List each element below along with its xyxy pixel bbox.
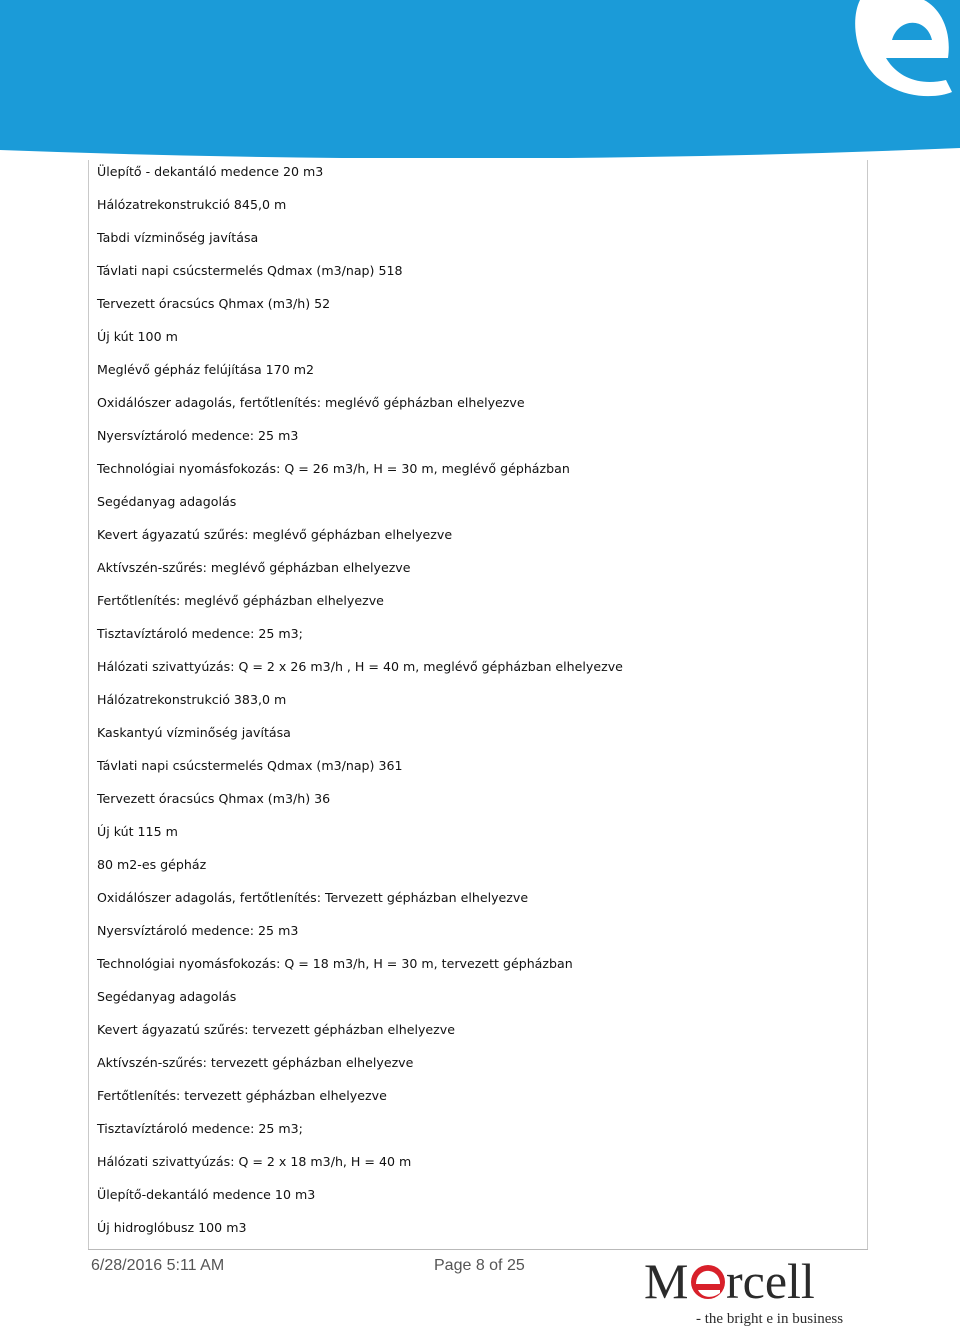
list-item: Nyersvíztároló medence: 25 m3 <box>97 923 299 938</box>
list-item: Új kút 100 m <box>97 329 178 344</box>
list-item: Kevert ágyazatú szűrés: meglévő gépházban elhelyezve <box>97 527 453 542</box>
list-item: Nyersvíztároló medence: 25 m3 <box>97 428 299 443</box>
footer-divider <box>88 1249 868 1250</box>
list-item: Segédanyag adagolás <box>97 989 237 1004</box>
mercell-e-icon <box>820 0 960 110</box>
list-item: Tisztavíztároló medence: 25 m3; <box>97 1121 303 1136</box>
list-item: Tervezett óracsúcs Qhmax (m3/h) 36 <box>97 791 331 806</box>
list-item: Hálózatrekonstrukció 845,0 m <box>97 197 287 212</box>
footer-date: 6/28/2016 5:11 AM <box>91 1257 225 1274</box>
list-item: Ülepítő - dekantáló medence 20 m3 <box>97 164 324 179</box>
list-item: Kaskantyú vízminőség javítása <box>97 725 291 740</box>
list-item: Oxidálószer adagolás, fertőtlenítés: Tervezett gépházban elhelyezve <box>97 890 529 905</box>
list-item: Új kút 115 m <box>97 824 178 839</box>
list-item: Kevert ágyazatú szűrés: tervezett gépházban elhelyezve <box>97 1022 455 1037</box>
list-item: Fertőtlenítés: tervezett gépházban elhelyezve <box>97 1088 387 1103</box>
list-item: Hálózatrekonstrukció 383,0 m <box>97 692 287 707</box>
footer-page-number: Page 8 of 25 <box>434 1257 525 1274</box>
list-item: Új hidroglóbusz 100 m3 <box>97 1220 247 1235</box>
list-item: 80 m2-es gépház <box>97 857 207 872</box>
list-item: Aktívszén-szűrés: meglévő gépházban elhelyezve <box>97 560 411 575</box>
list-item: Tabdi vízminőség javítása <box>97 230 259 245</box>
list-item: Hálózati szivattyúzás: Q = 2 x 26 m3/h , H = 40 m, meglévő gépházban elhelyezve <box>97 659 623 674</box>
list-item: Oxidálószer adagolás, fertőtlenítés: meglévő gépházban elhelyezve <box>97 395 525 410</box>
mercell-logo <box>640 1252 870 1329</box>
header-swoosh <box>0 0 960 158</box>
list-item: Aktívszén-szűrés: tervezett gépházban elhelyezve <box>97 1055 414 1070</box>
list-item: Segédanyag adagolás <box>97 494 237 509</box>
list-item: Tisztavíztároló medence: 25 m3; <box>97 626 303 641</box>
logo-rcell: rcell <box>726 1253 815 1309</box>
list-item: Hálózati szivattyúzás: Q = 2 x 18 m3/h, H = 40 m <box>97 1154 412 1169</box>
list-item: Távlati napi csúcstermelés Qdmax (m3/nap) 361 <box>97 758 403 773</box>
list-item: Technológiai nyomásfokozás: Q = 26 m3/h, H = 30 m, meglévő gépházban <box>97 461 570 476</box>
list-item: Meglévő gépház felújítása 170 m2 <box>97 362 314 377</box>
list-item: Távlati napi csúcstermelés Qdmax (m3/nap) 518 <box>97 263 403 278</box>
logo-m: M <box>644 1253 689 1309</box>
list-item: Tervezett óracsúcs Qhmax (m3/h) 52 <box>97 296 331 311</box>
list-item: Fertőtlenítés: meglévő gépházban elhelyezve <box>97 593 384 608</box>
header-band <box>0 0 960 158</box>
logo-tagline: - the bright e in business <box>696 1311 844 1327</box>
list-item: Technológiai nyomásfokozás: Q = 18 m3/h, H = 30 m, tervezett gépházban <box>97 956 573 971</box>
list-item: Ülepítő-dekantáló medence 10 m3 <box>97 1187 316 1202</box>
